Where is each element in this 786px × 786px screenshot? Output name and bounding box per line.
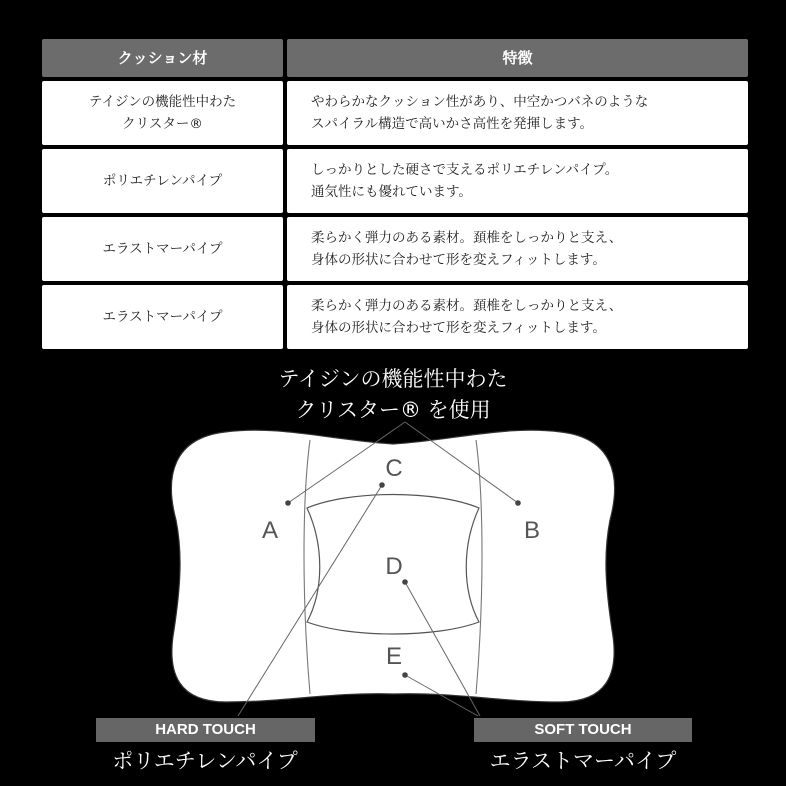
hard-touch-material: ポリエチレンパイプ <box>112 749 298 773</box>
label-b: B <box>523 517 541 544</box>
soft-touch-tag: SOFT TOUCH <box>474 718 692 742</box>
caption-line-2: クリスター® を使用 <box>295 398 491 422</box>
header-features: 特徴 <box>287 39 748 77</box>
material-cell: エラストマーパイプ <box>42 217 283 281</box>
material-cell: ポリエチレンパイプ <box>42 149 283 213</box>
feature-cell: しっかりとした硬さで支えるポリエチレンパイプ。 通気性にも優れています。 <box>287 149 748 213</box>
material-cell: エラストマーパイプ <box>42 285 283 349</box>
material-cell: テイジンの機能性中わた クリスター® <box>42 81 283 145</box>
label-c: C <box>385 455 403 482</box>
caption-line-1: テイジンの機能性中わた <box>278 367 508 391</box>
feature-cell: やわらかなクッション性があり、中空かつバネのような スパイラル構造で高いかさ高性を発揮します。 <box>287 81 748 145</box>
hard-touch-tag: HARD TOUCH <box>96 718 315 742</box>
label-a: A <box>261 517 279 544</box>
feature-cell: 柔らかく弾力のある素材。頚椎をしっかりと支え、 身体の形状に合わせて形を変えフィットします。 <box>287 217 748 281</box>
feature-cell: 柔らかく弾力のある素材。頚椎をしっかりと支え、 身体の形状に合わせて形を変えフィットします。 <box>287 285 748 349</box>
header-cushion-material: クッション材 <box>42 39 283 77</box>
soft-touch-material: エラストマーパイプ <box>489 749 677 773</box>
label-e: E <box>385 643 403 670</box>
label-d: D <box>385 553 403 580</box>
